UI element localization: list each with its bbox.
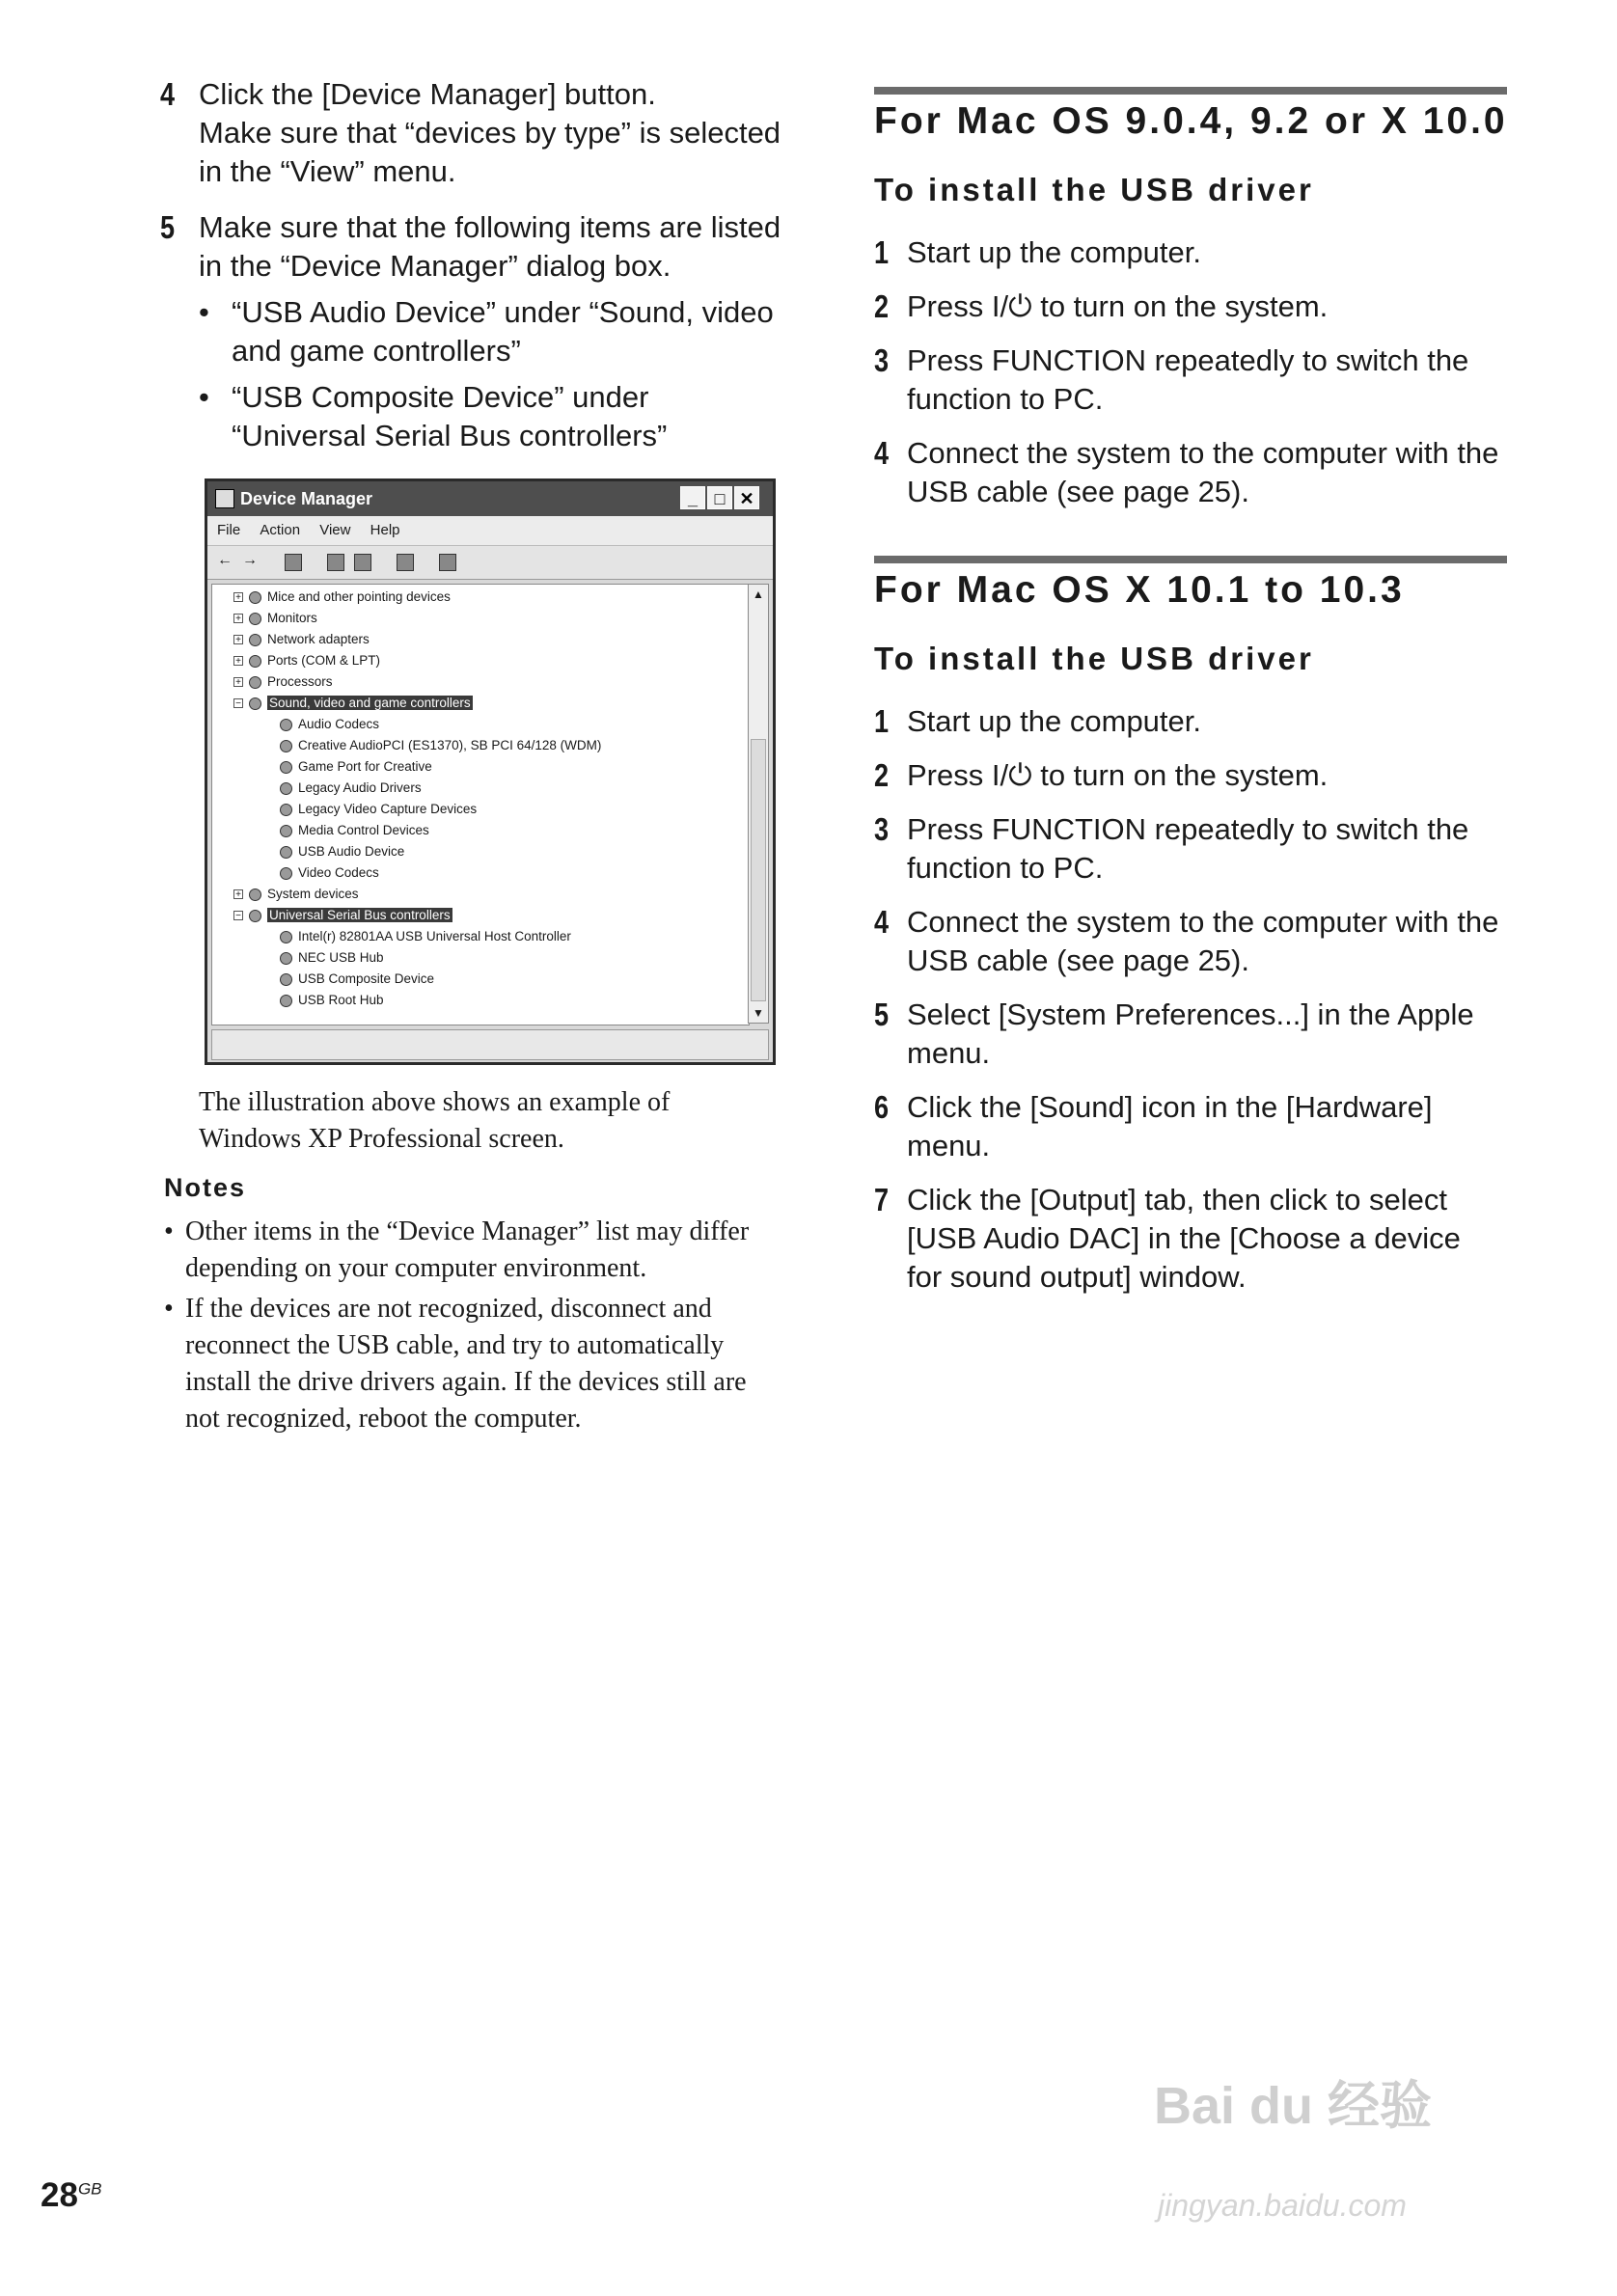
- step-line: menu.: [907, 1036, 991, 1070]
- expand-icon[interactable]: +: [233, 656, 243, 666]
- scan-hardware-icon[interactable]: [439, 554, 456, 571]
- step-text: [907, 903, 1507, 980]
- tree-item-label: USB Audio Device: [298, 844, 405, 859]
- step-line: Click the [Device Manager] button.: [199, 77, 656, 111]
- device-icon: [249, 910, 261, 922]
- tree-item-label: Processors: [267, 674, 333, 689]
- step-text: [907, 1088, 1507, 1165]
- device-icon: [249, 697, 261, 710]
- tree-item-label: NEC USB Hub: [298, 950, 384, 965]
- device-icon: [280, 846, 292, 859]
- step-text: [199, 75, 797, 191]
- tree-item-label: USB Root Hub: [298, 993, 384, 1007]
- minimize-icon[interactable]: _: [680, 486, 705, 509]
- device-icon: [280, 867, 292, 880]
- page-number-value: 28: [41, 2176, 78, 2214]
- step-text: [907, 287, 1507, 326]
- bullet-text: [232, 293, 797, 370]
- step-number: 2: [874, 757, 890, 793]
- forward-arrow-icon[interactable]: →: [242, 552, 258, 568]
- note-dot: •: [164, 1216, 174, 1246]
- step-number: 6: [874, 1089, 890, 1125]
- device-icon: [280, 740, 292, 752]
- step-text: [907, 996, 1507, 1073]
- bullet-text: [232, 378, 797, 455]
- step-text: [907, 233, 1507, 272]
- tree-item[interactable]: [280, 841, 404, 862]
- tree-item[interactable]: [280, 714, 379, 735]
- toolbar: [207, 545, 773, 580]
- step-4: [874, 434, 1507, 511]
- tree-item-label: Game Port for Creative: [298, 759, 432, 774]
- view-icon[interactable]: [285, 554, 302, 571]
- step-4: [160, 75, 797, 191]
- tree-item[interactable]: [233, 884, 359, 905]
- scroll-up-icon[interactable]: ▲: [753, 588, 764, 601]
- step-line: Press I/⏻ to turn on the system.: [907, 289, 1329, 323]
- device-icon: [249, 634, 261, 646]
- step-line: Click the [Sound] icon in the [Hardware]: [907, 1090, 1433, 1124]
- note-line: depending on your computer environment.: [185, 1253, 647, 1283]
- note-item: [164, 1291, 801, 1437]
- menu-view[interactable]: View: [319, 522, 351, 538]
- device-icon: [249, 591, 261, 604]
- device-icon: [280, 995, 292, 1007]
- expand-icon[interactable]: +: [233, 592, 243, 602]
- tree-item-label: Legacy Video Capture Devices: [298, 802, 478, 816]
- back-arrow-icon[interactable]: ←: [217, 552, 233, 568]
- window-titlebar: [207, 481, 773, 516]
- tree-item[interactable]: [233, 650, 380, 671]
- collapse-icon[interactable]: −: [233, 698, 243, 708]
- bullet-dot: •: [199, 380, 209, 414]
- tree-item-label: Universal Serial Bus controllers: [269, 908, 451, 922]
- scroll-thumb[interactable]: [751, 739, 766, 1001]
- step-line: Select [System Preferences...] in the Apple: [907, 998, 1474, 1031]
- device-icon: [280, 804, 292, 816]
- device-icon: [280, 952, 292, 965]
- section-rule: [874, 87, 1507, 95]
- menu-file[interactable]: File: [217, 522, 241, 538]
- step-line: Press FUNCTION repeatedly to switch the: [907, 343, 1469, 377]
- tree-item[interactable]: [280, 862, 379, 884]
- step-line: for sound output] window.: [907, 1260, 1247, 1294]
- note-line: Other items in the “Device Manager” list may differ: [185, 1216, 750, 1246]
- step-line: in the “View” menu.: [199, 154, 456, 188]
- page-number: [41, 2176, 102, 2215]
- device-icon: [249, 888, 261, 901]
- bullet-line: “USB Audio Device” under “Sound, video: [232, 295, 774, 329]
- status-bar: [211, 1029, 769, 1060]
- section-heading: For Mac OS 9.0.4, 9.2 or X 10.0: [874, 100, 1508, 142]
- expand-icon[interactable]: +: [233, 614, 243, 623]
- step-text: [907, 756, 1507, 795]
- step-line: Make sure that “devices by type” is selected: [199, 116, 781, 150]
- step-number: 4: [160, 76, 176, 112]
- step-number: 4: [874, 904, 890, 940]
- step-3: [874, 342, 1507, 419]
- menu-action[interactable]: Action: [260, 522, 301, 538]
- tree-item[interactable]: [280, 756, 432, 778]
- bullet-usb-audio: [199, 293, 797, 370]
- note-line: reconnect the USB cable, and try to automatically: [185, 1330, 725, 1360]
- scroll-down-icon[interactable]: ▼: [753, 1006, 764, 1020]
- maximize-icon[interactable]: □: [707, 486, 732, 509]
- step-line: function to PC.: [907, 382, 1104, 416]
- tree-item-label: Mice and other pointing devices: [267, 589, 451, 604]
- tree-item[interactable]: [233, 587, 451, 608]
- step-line: in the “Device Manager” dialog box.: [199, 249, 671, 283]
- step-7: [874, 1181, 1507, 1297]
- bullet-line: “Universal Serial Bus controllers”: [232, 419, 668, 452]
- help-icon[interactable]: [397, 554, 414, 571]
- step-2: [874, 756, 1507, 795]
- tree-item-label: Sound, video and game controllers: [269, 696, 471, 710]
- step-line: Connect the system to the computer with the: [907, 436, 1499, 470]
- tree-item[interactable]: [233, 671, 333, 693]
- caption-line: Windows XP Professional screen.: [199, 1124, 564, 1154]
- note-line: not recognized, reboot the computer.: [185, 1404, 582, 1434]
- step-1: [874, 702, 1507, 741]
- menu-bar: [207, 516, 773, 545]
- step-line: Connect the system to the computer with the: [907, 905, 1499, 939]
- watermark-url: jingyan.baidu.com: [1158, 2188, 1407, 2223]
- bullet-dot: •: [199, 295, 209, 329]
- step-number: 1: [874, 703, 890, 739]
- device-manager-icon: [215, 489, 234, 508]
- step-line: Press I/⏻ to turn on the system.: [907, 758, 1329, 792]
- note-text: [185, 1291, 801, 1437]
- expand-icon[interactable]: +: [233, 635, 243, 644]
- step-5: [874, 996, 1507, 1073]
- notes-heading: Notes: [164, 1173, 247, 1202]
- print-icon[interactable]: [354, 554, 371, 571]
- tree-item-label: Network adapters: [267, 632, 370, 646]
- device-icon: [280, 825, 292, 837]
- collapse-icon[interactable]: −: [233, 911, 243, 920]
- bullet-line: “USB Composite Device” under: [232, 380, 649, 414]
- tree-item-label: Legacy Audio Drivers: [298, 780, 422, 795]
- step-line: menu.: [907, 1129, 991, 1162]
- device-icon: [249, 613, 261, 625]
- step-line: [USB Audio DAC] in the [Choose a device: [907, 1221, 1461, 1255]
- tree-item[interactable]: [233, 905, 452, 926]
- tree-scrollbar[interactable]: [748, 584, 769, 1024]
- tree-item-label: Ports (COM & LPT): [267, 653, 381, 668]
- step-text: [907, 702, 1507, 741]
- step-line: USB cable (see page 25).: [907, 475, 1249, 508]
- expand-icon[interactable]: +: [233, 677, 243, 687]
- device-icon: [280, 719, 292, 731]
- step-5: [160, 208, 797, 286]
- device-icon: [280, 782, 292, 795]
- step-number: 3: [874, 811, 890, 847]
- figure-caption: [199, 1084, 797, 1158]
- step-line: Click the [Output] tab, then click to select: [907, 1183, 1447, 1216]
- tree-item-label: Monitors: [267, 611, 317, 625]
- page-suffix: GB: [77, 2179, 102, 2199]
- step-text: [199, 208, 797, 286]
- device-icon: [280, 761, 292, 774]
- step-number: 2: [874, 288, 890, 324]
- bullet-usb-composite: [199, 378, 797, 455]
- note-text: [185, 1214, 801, 1287]
- caption-line: The illustration above shows an example of: [199, 1087, 671, 1117]
- expand-icon[interactable]: +: [233, 889, 243, 899]
- tree-item[interactable]: [280, 799, 477, 820]
- device-icon: [249, 655, 261, 668]
- window-title: Device Manager: [240, 489, 373, 508]
- note-dot: •: [164, 1294, 174, 1324]
- step-line: Press FUNCTION repeatedly to switch the: [907, 812, 1469, 846]
- step-text: [907, 1181, 1507, 1297]
- note-item: [164, 1214, 801, 1287]
- step-6: [874, 1088, 1507, 1165]
- tree-item[interactable]: [280, 926, 571, 947]
- tree-item[interactable]: [280, 735, 601, 756]
- step-4: [874, 903, 1507, 980]
- step-2: [874, 287, 1507, 326]
- tree-item[interactable]: [280, 820, 429, 841]
- step-number: 3: [874, 342, 890, 378]
- step-number: 4: [874, 435, 890, 471]
- watermark-logo: Bai du 经验: [1154, 2077, 1433, 2135]
- step-number: 7: [874, 1182, 890, 1217]
- device-manager-window: [205, 478, 776, 1065]
- section-heading: For Mac OS X 10.1 to 10.3: [874, 569, 1405, 611]
- tree-item-label: Creative AudioPCI (ES1370), SB PCI 64/128 (WDM): [298, 738, 602, 752]
- tree-item-label: Video Codecs: [298, 865, 379, 880]
- step-line: Start up the computer.: [907, 235, 1202, 269]
- step-line: Start up the computer.: [907, 704, 1202, 738]
- tree-item[interactable]: [233, 608, 317, 629]
- tree-item[interactable]: [280, 990, 384, 1011]
- device-tree: [211, 584, 750, 1025]
- tree-item-label: Media Control Devices: [298, 823, 429, 837]
- tree-item-label: USB Composite Device: [298, 971, 435, 986]
- step-3: [874, 810, 1507, 888]
- step-number: 5: [160, 209, 176, 245]
- device-icon: [280, 973, 292, 986]
- step-line: USB cable (see page 25).: [907, 943, 1249, 977]
- menu-help[interactable]: Help: [370, 522, 400, 538]
- device-icon: [249, 676, 261, 689]
- tree-item[interactable]: [233, 629, 370, 650]
- step-1: [874, 233, 1507, 272]
- step-text: [907, 434, 1507, 511]
- step-number: 5: [874, 997, 890, 1032]
- step-line: Make sure that the following items are listed: [199, 210, 781, 244]
- tree-item-label: System devices: [267, 887, 359, 901]
- tree-item[interactable]: [280, 969, 434, 990]
- note-line: install the drive drivers again. If the devices still are: [185, 1367, 747, 1397]
- step-number: 1: [874, 234, 890, 270]
- tree-item[interactable]: [233, 693, 473, 714]
- device-icon: [280, 931, 292, 943]
- section-subheading: To install the USB driver: [874, 641, 1314, 676]
- tree-item-label: Intel(r) 82801AA USB Universal Host Controller: [298, 929, 571, 943]
- step-text: [907, 810, 1507, 888]
- note-line: If the devices are not recognized, disconnect and: [185, 1294, 712, 1324]
- tree-item-label: Audio Codecs: [298, 717, 380, 731]
- section-subheading: To install the USB driver: [874, 172, 1314, 207]
- tree-item[interactable]: [280, 778, 422, 799]
- section-rule: [874, 556, 1507, 563]
- bullet-line: and game controllers”: [232, 334, 521, 368]
- properties-icon[interactable]: [327, 554, 344, 571]
- step-text: [907, 342, 1507, 419]
- close-icon[interactable]: ✕: [734, 486, 759, 509]
- tree-item[interactable]: [280, 947, 384, 969]
- step-line: function to PC.: [907, 851, 1104, 885]
